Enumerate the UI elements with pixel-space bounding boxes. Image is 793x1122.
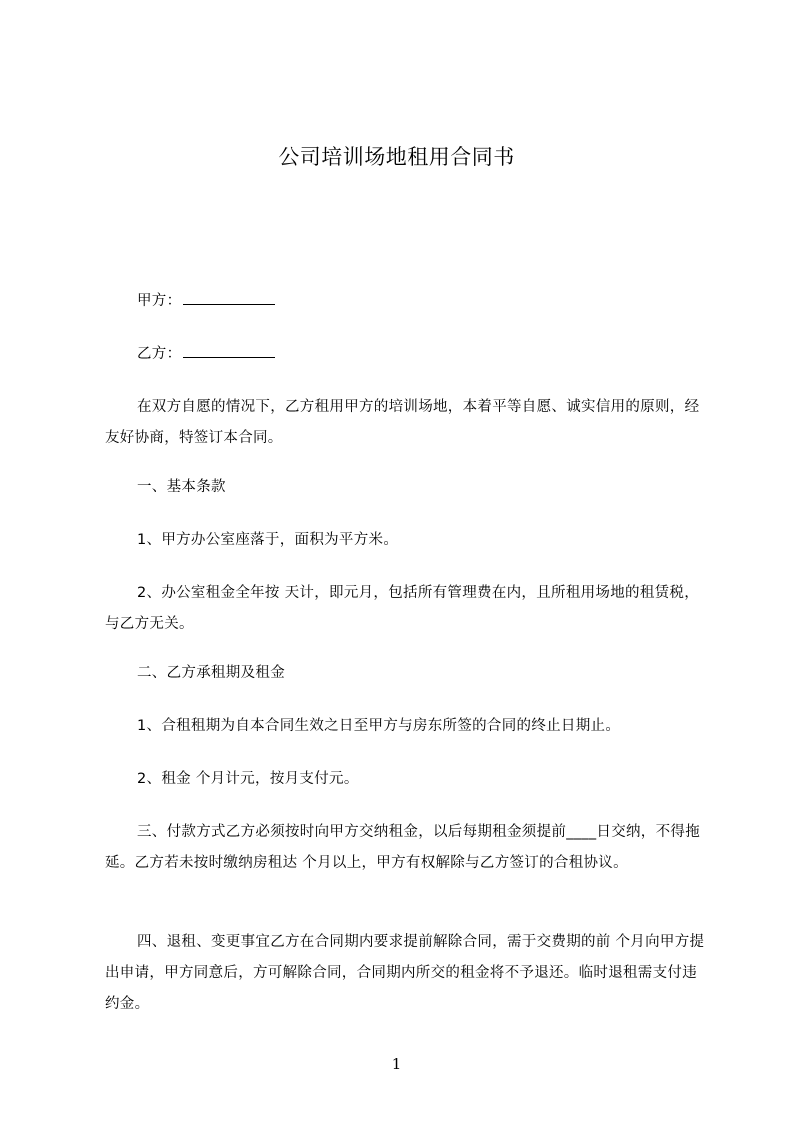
section2-item2: 2、租金 个月计元，按月支付元。 <box>137 771 359 787</box>
section1-item1: 1、甲方办公室座落于，面积为平方米。 <box>137 532 399 548</box>
section3-paragraph: 三、付款方式乙方必须按时向甲方交纳租金，以后每期租金须提前____日交纳，不得拖延。乙方若未按时缴纳房租达 个月以上，甲方有权解除与乙方签订的合租协议。 <box>105 824 700 871</box>
party-a-line <box>137 286 737 317</box>
party-a-label: 甲方： <box>137 293 182 309</box>
document-title: 公司培训场地租用合同书 <box>278 145 515 169</box>
party-b-line <box>137 339 737 370</box>
section2-item1: 1、合租租期为自本合同生效之日至甲方与房东所签的合同的终止日期止。 <box>137 718 621 734</box>
intro-paragraph: 在双方自愿的情况下，乙方租用甲方的培训场地，本着平等自愿、诚实信用的原则，经友好协商，特签订本合同。 <box>105 399 700 446</box>
section1-item2: 2、办公室租金全年按 天计，即元月，包括所有管理费在内，且所租用场地的租赁税，与乙方无关。 <box>105 585 700 632</box>
section4-paragraph: 四、退租、变更事宜乙方在合同期内要求提前解除合同，需于交费期的前 个月向甲方提出申请，甲方同意后，方可解除合同，合同期内所交的租金将不予退还。临时退租需支付违约金。 <box>105 934 705 1012</box>
party-b-blank <box>183 345 275 358</box>
party-b-label: 乙方： <box>137 346 182 362</box>
section2-heading: 二、乙方承租期及租金 <box>137 665 285 681</box>
section1-heading: 一、基本条款 <box>137 479 226 495</box>
page-number: 1 <box>391 1055 402 1073</box>
party-a-blank <box>183 292 275 305</box>
